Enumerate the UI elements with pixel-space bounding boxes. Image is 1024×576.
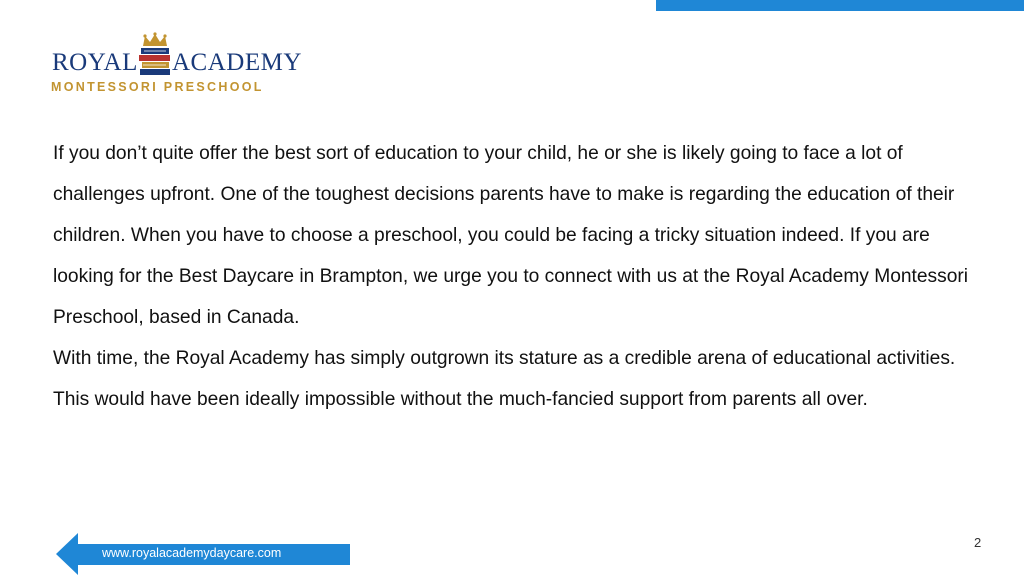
books-icon <box>139 48 170 75</box>
footer-url-ribbon[interactable] <box>56 533 350 575</box>
main-text-block <box>53 133 973 420</box>
top-accent-bar <box>656 0 1024 11</box>
paragraph-intro: If you don’t quite offer the best sort of education to your child, he or she is likely going to face a lot of challenges upfront. One of the toughest decisions parents have to make is regarding the education of their children. When you have to choose a preschool, you could be facing a tricky situation indeed. If you are looking for the Best Daycare in Brampton, we urge you to connect with us at the Royal Academy Montessori Preschool, based in Canada. <box>53 143 969 328</box>
logo-word-academy: ACADEMY <box>172 49 302 76</box>
logo-tagline: MONTESSORI PRESCHOOL <box>51 80 264 94</box>
logo-word-royal: ROYAL <box>52 49 138 76</box>
website-link[interactable]: www.royalacademydaycare.com <box>102 546 282 560</box>
paragraph-academy: With time, the Royal Academy has simply outgrown its stature as a credible arena of educational activities. This would have been ideally impossible without the much-fancied support from parents all over. <box>53 348 956 410</box>
royal-academy-logo <box>50 30 302 100</box>
page-number: 2 <box>974 535 982 550</box>
crown-icon <box>143 32 167 46</box>
crown-books-emblem <box>135 32 175 78</box>
